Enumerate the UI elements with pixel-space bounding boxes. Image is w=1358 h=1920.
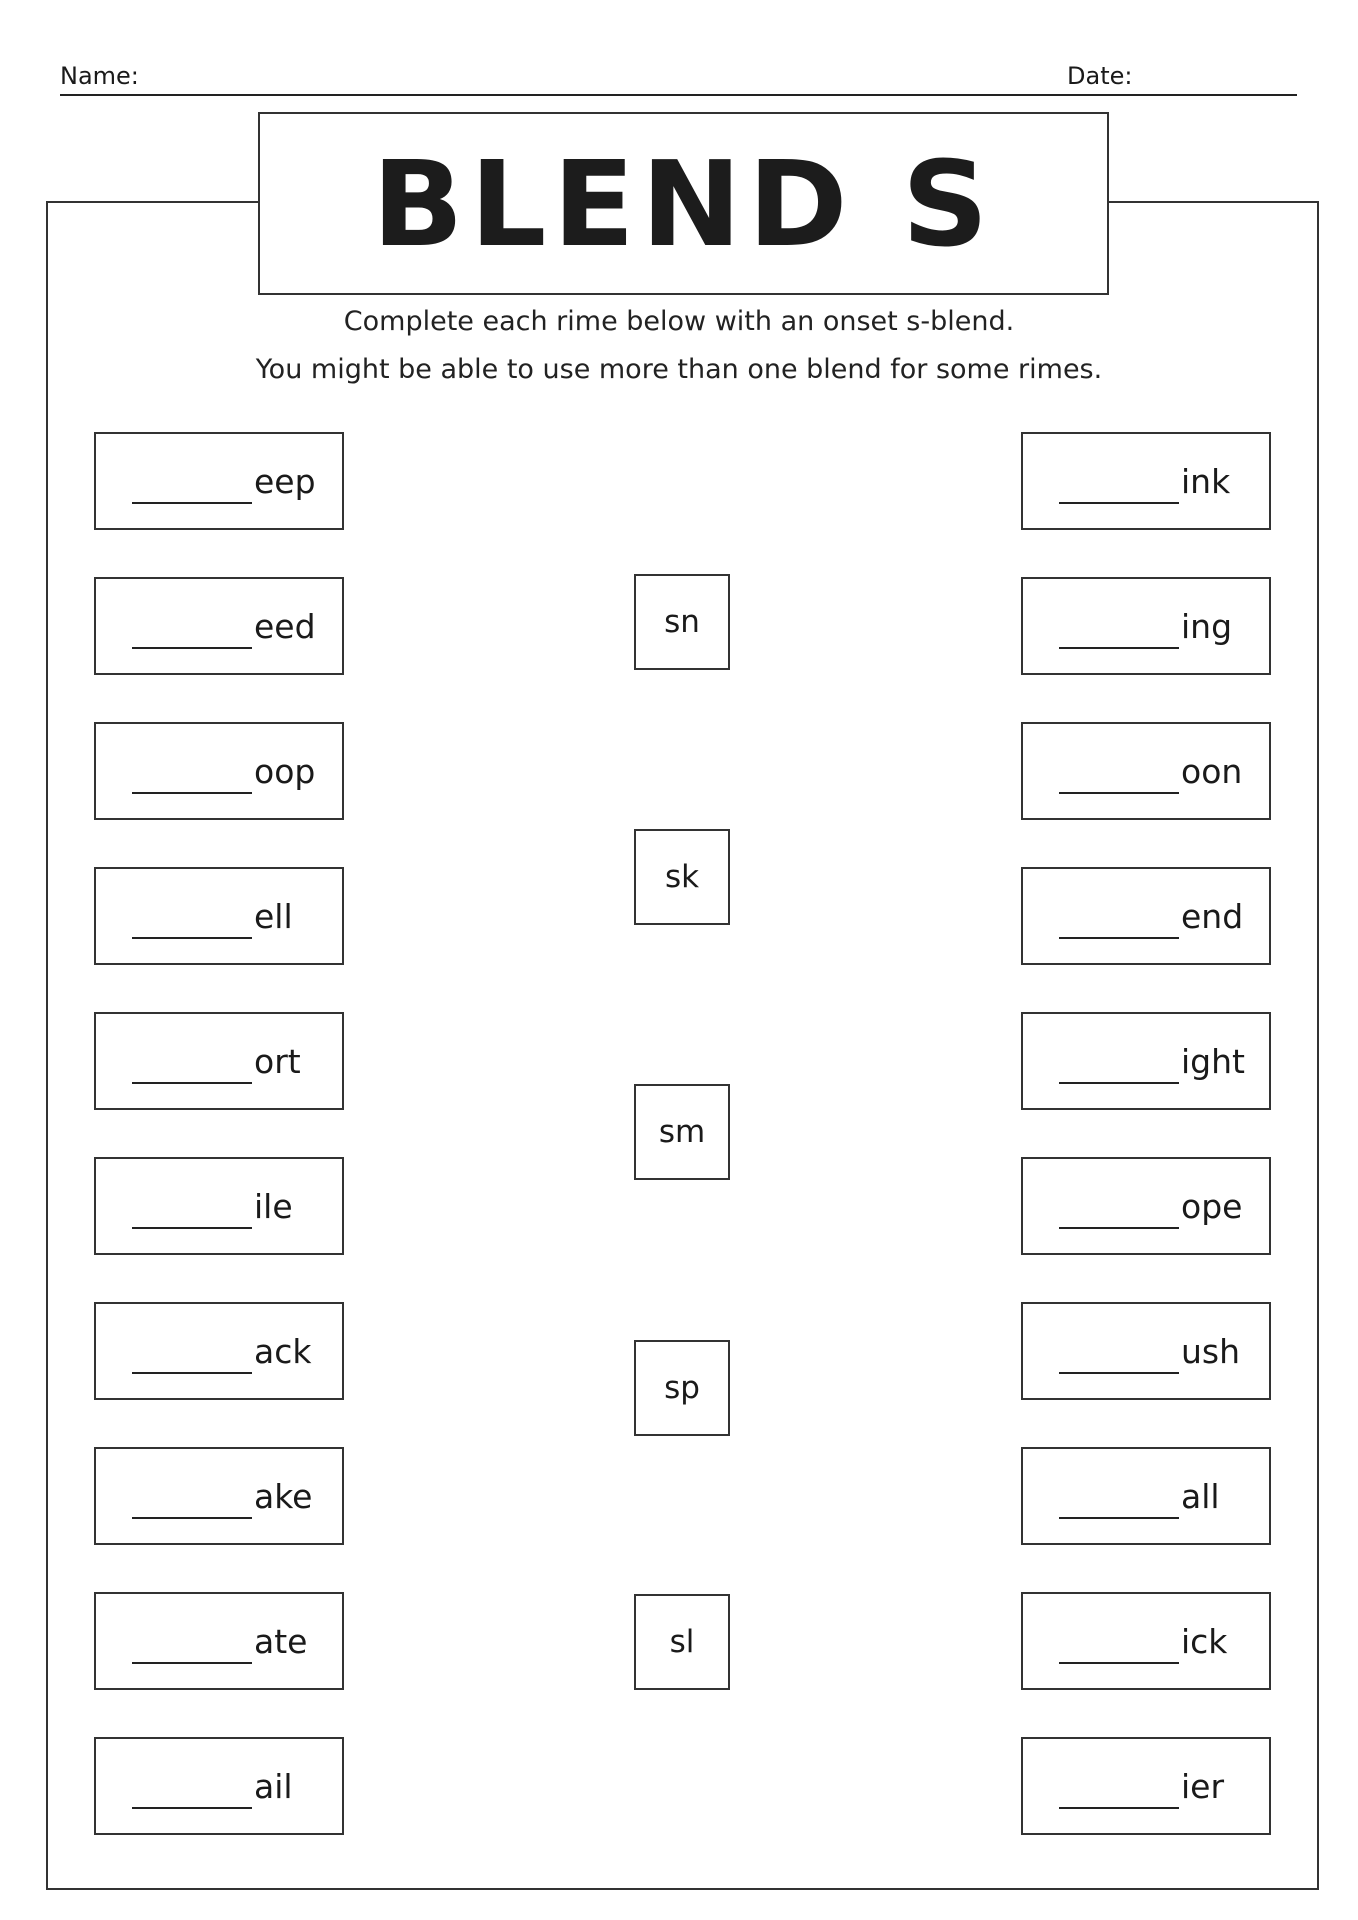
- answer-blank[interactable]: [132, 792, 252, 794]
- rime-text: ick: [1181, 1622, 1228, 1661]
- blend-box-sk: sk: [634, 829, 730, 925]
- rime-box-right-8: [1021, 1447, 1271, 1545]
- rime-text: ight: [1181, 1042, 1245, 1081]
- rime-box-left-6: [94, 1157, 344, 1255]
- rime-box-left-4: [94, 867, 344, 965]
- date-label: Date:: [1067, 62, 1133, 90]
- rime-text: ell: [254, 897, 293, 936]
- rime-box-right-4: [1021, 867, 1271, 965]
- answer-blank[interactable]: [132, 1082, 252, 1084]
- rime-text: end: [1181, 897, 1244, 936]
- answer-blank[interactable]: [1059, 1227, 1179, 1229]
- answer-blank[interactable]: [1059, 502, 1179, 504]
- answer-blank[interactable]: [132, 647, 252, 649]
- rime-box-left-8: [94, 1447, 344, 1545]
- rime-box-right-5: [1021, 1012, 1271, 1110]
- answer-blank[interactable]: [1059, 937, 1179, 939]
- answer-blank[interactable]: [132, 1517, 252, 1519]
- answer-blank[interactable]: [132, 502, 252, 504]
- blend-box-sp: sp: [634, 1340, 730, 1436]
- blend-box-sn: sn: [634, 574, 730, 670]
- rime-box-right-1: [1021, 432, 1271, 530]
- rime-text: ort: [254, 1042, 301, 1081]
- answer-blank[interactable]: [132, 1662, 252, 1664]
- name-date-line: [60, 94, 1297, 96]
- rime-text: all: [1181, 1477, 1220, 1516]
- rime-box-left-7: [94, 1302, 344, 1400]
- answer-blank[interactable]: [1059, 792, 1179, 794]
- rime-box-left-9: [94, 1592, 344, 1690]
- rime-text: ate: [254, 1622, 308, 1661]
- rime-box-left-3: [94, 722, 344, 820]
- rime-box-right-2: [1021, 577, 1271, 675]
- rime-text: ile: [254, 1187, 293, 1226]
- rime-box-right-9: [1021, 1592, 1271, 1690]
- rime-text: ail: [254, 1767, 293, 1806]
- instruction-line-1: Complete each rime below with an onset s-blend.: [343, 306, 1015, 337]
- rime-text: ier: [1181, 1767, 1225, 1806]
- rime-text: ush: [1181, 1332, 1241, 1371]
- answer-blank[interactable]: [1059, 1517, 1179, 1519]
- answer-blank[interactable]: [1059, 647, 1179, 649]
- answer-blank[interactable]: [132, 1807, 252, 1809]
- rime-text: eed: [254, 607, 316, 646]
- rime-text: oon: [1181, 752, 1243, 791]
- worksheet-title: BLEND S: [372, 134, 995, 273]
- rime-box-left-1: [94, 432, 344, 530]
- answer-blank[interactable]: [132, 1227, 252, 1229]
- rime-box-left-5: [94, 1012, 344, 1110]
- answer-blank[interactable]: [132, 937, 252, 939]
- rime-text: ing: [1181, 607, 1233, 646]
- name-label: Name:: [60, 62, 139, 90]
- rime-box-left-2: [94, 577, 344, 675]
- rime-text: oop: [254, 752, 316, 791]
- blend-box-sm: sm: [634, 1084, 730, 1180]
- rime-box-right-6: [1021, 1157, 1271, 1255]
- answer-blank[interactable]: [1059, 1662, 1179, 1664]
- instruction-line-2: You might be able to use more than one blend for some rimes.: [255, 354, 1103, 385]
- rime-text: eep: [254, 462, 316, 501]
- rime-box-right-3: [1021, 722, 1271, 820]
- title-box: [258, 112, 1109, 295]
- rime-box-left-10: [94, 1737, 344, 1835]
- answer-blank[interactable]: [1059, 1807, 1179, 1809]
- answer-blank[interactable]: [132, 1372, 252, 1374]
- rime-text: ack: [254, 1332, 312, 1371]
- rime-box-right-10: [1021, 1737, 1271, 1835]
- rime-text: ake: [254, 1477, 313, 1516]
- rime-text: ink: [1181, 462, 1231, 501]
- blend-box-sl: sl: [634, 1594, 730, 1690]
- answer-blank[interactable]: [1059, 1082, 1179, 1084]
- rime-text: ope: [1181, 1187, 1243, 1226]
- rime-box-right-7: [1021, 1302, 1271, 1400]
- answer-blank[interactable]: [1059, 1372, 1179, 1374]
